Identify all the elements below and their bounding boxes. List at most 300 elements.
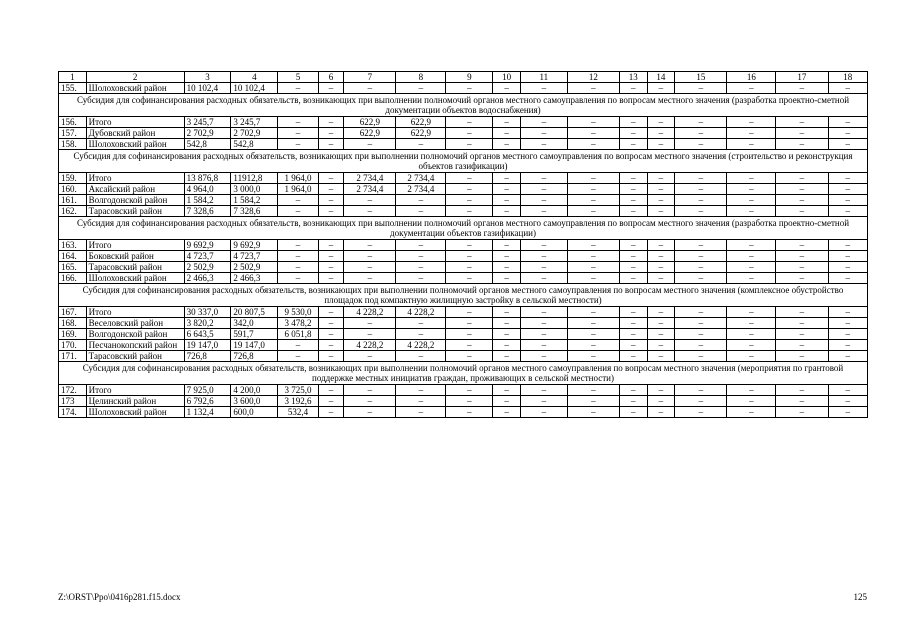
value-cell: –	[619, 307, 647, 318]
district-name-cell: Волгодонской район	[86, 329, 184, 340]
table-header-row	[59, 72, 868, 83]
value-cell: 1 584,2	[231, 195, 278, 206]
value-cell: –	[619, 262, 647, 273]
district-name-cell: Веселовский район	[86, 318, 184, 329]
district-name-cell: Итого	[86, 307, 184, 318]
value-cell: 1 964,0	[278, 184, 318, 195]
value-cell: –	[567, 273, 619, 284]
section-heading-row	[59, 362, 868, 385]
table-row	[59, 83, 868, 94]
row-number-cell: 162.	[59, 206, 87, 217]
district-name-cell: Шолоховский район	[86, 83, 184, 94]
value-cell: –	[396, 329, 446, 340]
value-cell: –	[344, 396, 396, 407]
value-cell: –	[619, 173, 647, 184]
district-name-cell: Шолоховский район	[86, 407, 184, 418]
table-row	[59, 128, 868, 139]
value-cell: –	[446, 396, 493, 407]
value-cell: 7 328,6	[184, 206, 231, 217]
value-cell: –	[396, 273, 446, 284]
table-row	[59, 407, 868, 418]
value-cell: 3 820,2	[184, 318, 231, 329]
value-cell: –	[619, 396, 647, 407]
value-cell: –	[446, 173, 493, 184]
value-cell: –	[776, 385, 828, 396]
row-number-cell: 163.	[59, 240, 87, 251]
value-cell: –	[278, 262, 318, 273]
row-number-cell: 169.	[59, 329, 87, 340]
value-cell: –	[647, 307, 675, 318]
row-number-cell: 167.	[59, 307, 87, 318]
value-cell: –	[567, 262, 619, 273]
value-cell: –	[776, 195, 828, 206]
value-cell: –	[727, 206, 776, 217]
value-cell: –	[727, 396, 776, 407]
value-cell: –	[647, 139, 675, 150]
section-heading-row	[59, 217, 868, 240]
value-cell: –	[318, 407, 344, 418]
column-number-header: 13	[619, 72, 647, 83]
value-cell: 726,8	[184, 351, 231, 362]
value-cell: –	[318, 251, 344, 262]
value-cell: 3 725,0	[278, 385, 318, 396]
value-cell: –	[318, 385, 344, 396]
district-name-cell: Тарасовский район	[86, 262, 184, 273]
value-cell: –	[675, 385, 727, 396]
row-number-cell: 168.	[59, 318, 87, 329]
row-number-cell: 164.	[59, 251, 87, 262]
value-cell: –	[446, 195, 493, 206]
value-cell: –	[396, 195, 446, 206]
value-cell: –	[318, 318, 344, 329]
row-number-cell: 171.	[59, 351, 87, 362]
value-cell: –	[675, 407, 727, 418]
value-cell: –	[776, 262, 828, 273]
value-cell: –	[675, 318, 727, 329]
value-cell: –	[675, 173, 727, 184]
column-number-header: 5	[278, 72, 318, 83]
value-cell: –	[727, 407, 776, 418]
value-cell: 6 051,8	[278, 329, 318, 340]
value-cell: –	[675, 307, 727, 318]
value-cell: 3 478,2	[278, 318, 318, 329]
row-number-cell: 172.	[59, 385, 87, 396]
table-row	[59, 262, 868, 273]
value-cell: –	[675, 262, 727, 273]
value-cell: 3 000,0	[231, 184, 278, 195]
value-cell: 622,9	[396, 128, 446, 139]
table-row	[59, 318, 868, 329]
value-cell: –	[520, 385, 567, 396]
column-number-header: 4	[231, 72, 278, 83]
value-cell: –	[567, 184, 619, 195]
value-cell: –	[344, 251, 396, 262]
value-cell: 13 876,8	[184, 173, 231, 184]
value-cell: –	[344, 262, 396, 273]
district-name-cell: Итого	[86, 240, 184, 251]
value-cell: –	[520, 173, 567, 184]
value-cell: –	[396, 251, 446, 262]
value-cell: –	[493, 340, 521, 351]
value-cell: –	[520, 351, 567, 362]
value-cell: –	[727, 340, 776, 351]
value-cell: –	[396, 396, 446, 407]
value-cell: –	[776, 340, 828, 351]
value-cell: –	[567, 385, 619, 396]
table-row	[59, 340, 868, 351]
value-cell: –	[828, 340, 868, 351]
table-row	[59, 195, 868, 206]
value-cell: –	[619, 273, 647, 284]
value-cell: –	[493, 128, 521, 139]
column-number-header: 15	[675, 72, 727, 83]
value-cell: –	[647, 273, 675, 284]
value-cell: –	[828, 262, 868, 273]
value-cell: –	[647, 351, 675, 362]
value-cell: –	[278, 351, 318, 362]
row-number-cell: 159.	[59, 173, 87, 184]
value-cell: –	[520, 407, 567, 418]
value-cell: –	[647, 240, 675, 251]
value-cell: –	[278, 128, 318, 139]
value-cell: –	[567, 206, 619, 217]
table-row	[59, 173, 868, 184]
value-cell: –	[828, 407, 868, 418]
value-cell: –	[619, 351, 647, 362]
value-cell: –	[619, 206, 647, 217]
column-number-header: 10	[493, 72, 521, 83]
value-cell: –	[619, 340, 647, 351]
value-cell: –	[520, 318, 567, 329]
value-cell: –	[567, 195, 619, 206]
value-cell: –	[446, 251, 493, 262]
value-cell: –	[647, 318, 675, 329]
value-cell: –	[675, 396, 727, 407]
value-cell: –	[675, 139, 727, 150]
value-cell: 1 132,4	[184, 407, 231, 418]
value-cell: –	[567, 128, 619, 139]
value-cell: –	[647, 184, 675, 195]
column-number-header: 14	[647, 72, 675, 83]
value-cell: –	[675, 83, 727, 94]
table-row	[59, 240, 868, 251]
value-cell: –	[619, 117, 647, 128]
value-cell: 4 723,7	[231, 251, 278, 262]
column-number-header: 12	[567, 72, 619, 83]
row-number-cell: 166.	[59, 273, 87, 284]
value-cell: 10 102,4	[231, 83, 278, 94]
value-cell: –	[396, 318, 446, 329]
value-cell: 2 734,4	[396, 173, 446, 184]
value-cell: –	[675, 128, 727, 139]
table-row	[59, 117, 868, 128]
value-cell: –	[278, 240, 318, 251]
value-cell: –	[828, 329, 868, 340]
value-cell: –	[647, 83, 675, 94]
value-cell: –	[318, 117, 344, 128]
value-cell: –	[493, 273, 521, 284]
value-cell: –	[727, 329, 776, 340]
value-cell: –	[828, 351, 868, 362]
section-heading: Субсидия для софинансирования расходных обязательств, возникающих при выполнении полномочий органов местного самоуправления по вопросам местного значения (разработка проектно-сметной документации объектов водоснабжения)	[59, 94, 868, 117]
value-cell: –	[828, 206, 868, 217]
value-cell: 542,8	[184, 139, 231, 150]
value-cell: –	[776, 117, 828, 128]
value-cell: –	[344, 407, 396, 418]
value-cell: –	[493, 206, 521, 217]
value-cell: –	[567, 318, 619, 329]
value-cell: –	[727, 173, 776, 184]
value-cell: –	[727, 128, 776, 139]
value-cell: –	[318, 195, 344, 206]
value-cell: –	[493, 195, 521, 206]
value-cell: –	[619, 329, 647, 340]
value-cell: –	[493, 351, 521, 362]
value-cell: –	[567, 83, 619, 94]
district-name-cell: Итого	[86, 385, 184, 396]
value-cell: –	[493, 329, 521, 340]
value-cell: –	[647, 173, 675, 184]
value-cell: –	[675, 251, 727, 262]
value-cell: –	[493, 407, 521, 418]
value-cell: –	[520, 307, 567, 318]
subsidy-table	[58, 71, 868, 418]
value-cell: –	[727, 117, 776, 128]
value-cell: –	[278, 206, 318, 217]
value-cell: –	[396, 262, 446, 273]
value-cell: –	[619, 128, 647, 139]
value-cell: –	[278, 251, 318, 262]
value-cell: –	[446, 385, 493, 396]
value-cell: 2 502,9	[184, 262, 231, 273]
table-row	[59, 351, 868, 362]
column-number-header: 11	[520, 72, 567, 83]
value-cell: –	[776, 83, 828, 94]
row-number-cell: 173	[59, 396, 87, 407]
value-cell: –	[493, 385, 521, 396]
value-cell: –	[446, 329, 493, 340]
value-cell: –	[619, 407, 647, 418]
value-cell: –	[520, 195, 567, 206]
value-cell: 4 228,2	[344, 307, 396, 318]
value-cell: –	[619, 385, 647, 396]
value-cell: –	[567, 307, 619, 318]
value-cell: –	[446, 407, 493, 418]
value-cell: –	[675, 273, 727, 284]
value-cell: 6 643,5	[184, 329, 231, 340]
value-cell: –	[567, 340, 619, 351]
value-cell: –	[567, 396, 619, 407]
column-number-header: 18	[828, 72, 868, 83]
value-cell: –	[647, 262, 675, 273]
value-cell: 542,8	[231, 139, 278, 150]
value-cell: –	[727, 262, 776, 273]
value-cell: –	[493, 262, 521, 273]
value-cell: 3 600,0	[231, 396, 278, 407]
value-cell: –	[344, 318, 396, 329]
value-cell: –	[396, 385, 446, 396]
value-cell: 2 734,4	[344, 173, 396, 184]
row-number-cell: 156.	[59, 117, 87, 128]
value-cell: 2 502,9	[231, 262, 278, 273]
value-cell: –	[828, 83, 868, 94]
value-cell: –	[318, 340, 344, 351]
value-cell: –	[318, 184, 344, 195]
table-row	[59, 139, 868, 150]
value-cell: –	[828, 318, 868, 329]
value-cell: –	[344, 139, 396, 150]
value-cell: –	[520, 262, 567, 273]
value-cell: –	[727, 184, 776, 195]
value-cell: –	[446, 117, 493, 128]
value-cell: –	[278, 195, 318, 206]
value-cell: 2 734,4	[344, 184, 396, 195]
table-row	[59, 251, 868, 262]
value-cell: –	[776, 184, 828, 195]
district-name-cell: Шолоховский район	[86, 139, 184, 150]
row-number-cell: 157.	[59, 128, 87, 139]
value-cell: 4 228,2	[396, 307, 446, 318]
value-cell: –	[520, 83, 567, 94]
section-heading-row	[59, 284, 868, 307]
district-name-cell: Боковский район	[86, 251, 184, 262]
value-cell: –	[776, 206, 828, 217]
value-cell: –	[344, 206, 396, 217]
value-cell: –	[446, 340, 493, 351]
value-cell: –	[776, 251, 828, 262]
value-cell: –	[776, 173, 828, 184]
row-number-cell: 174.	[59, 407, 87, 418]
value-cell: –	[675, 206, 727, 217]
district-name-cell: Аксайский район	[86, 184, 184, 195]
value-cell: –	[493, 240, 521, 251]
value-cell: 622,9	[344, 128, 396, 139]
value-cell: –	[776, 318, 828, 329]
value-cell: 3 192,6	[278, 396, 318, 407]
value-cell: 4 228,2	[396, 340, 446, 351]
value-cell: –	[344, 385, 396, 396]
table-row	[59, 329, 868, 340]
footer-file-path: Z:\ORST\Ppo\0416p281.f15.docx	[58, 592, 181, 602]
value-cell: –	[647, 396, 675, 407]
value-cell: –	[567, 251, 619, 262]
value-cell: –	[828, 117, 868, 128]
column-number-header: 9	[446, 72, 493, 83]
value-cell: –	[675, 184, 727, 195]
value-cell: 1 964,0	[278, 173, 318, 184]
value-cell: –	[647, 128, 675, 139]
value-cell: –	[776, 139, 828, 150]
value-cell: –	[520, 396, 567, 407]
value-cell: –	[727, 251, 776, 262]
value-cell: –	[675, 240, 727, 251]
value-cell: –	[727, 240, 776, 251]
column-number-header: 17	[776, 72, 828, 83]
value-cell: 9 692,9	[184, 240, 231, 251]
column-number-header: 1	[59, 72, 87, 83]
value-cell: –	[828, 184, 868, 195]
column-number-header: 8	[396, 72, 446, 83]
value-cell: 7 328,6	[231, 206, 278, 217]
value-cell: –	[647, 385, 675, 396]
row-number-cell: 158.	[59, 139, 87, 150]
table-row	[59, 273, 868, 284]
value-cell: 19 147,0	[184, 340, 231, 351]
value-cell: 11912,8	[231, 173, 278, 184]
value-cell: –	[776, 351, 828, 362]
value-cell: –	[776, 396, 828, 407]
value-cell: 532,4	[278, 407, 318, 418]
value-cell: –	[727, 318, 776, 329]
value-cell: –	[727, 195, 776, 206]
value-cell: –	[828, 195, 868, 206]
value-cell: –	[446, 128, 493, 139]
section-heading: Субсидия для софинансирования расходных обязательств, возникающих при выполнении полномочий органов местного самоуправления по вопросам местного значения (мероприятия по грантовой поддержке местных инициатив граждан, проживающих в сельской местности)	[59, 362, 868, 385]
value-cell: –	[828, 273, 868, 284]
value-cell: –	[318, 240, 344, 251]
value-cell: –	[396, 139, 446, 150]
value-cell: –	[396, 83, 446, 94]
value-cell: –	[619, 195, 647, 206]
district-name-cell: Итого	[86, 117, 184, 128]
value-cell: –	[318, 173, 344, 184]
table-row	[59, 206, 868, 217]
value-cell: –	[278, 83, 318, 94]
section-heading: Субсидия для софинансирования расходных обязательств, возникающих при выполнении полномочий органов местного самоуправления по вопросам местного значения (разработка проектно-сметной документации объектов газификации)	[59, 217, 868, 240]
value-cell: 4 964,0	[184, 184, 231, 195]
value-cell: –	[396, 240, 446, 251]
value-cell: –	[344, 195, 396, 206]
value-cell: –	[828, 307, 868, 318]
value-cell: –	[727, 273, 776, 284]
document-table-container	[58, 71, 868, 418]
value-cell: –	[318, 273, 344, 284]
value-cell: –	[727, 385, 776, 396]
row-number-cell: 155.	[59, 83, 87, 94]
value-cell: 726,8	[231, 351, 278, 362]
table-row	[59, 184, 868, 195]
value-cell: –	[619, 251, 647, 262]
value-cell: –	[567, 407, 619, 418]
value-cell: 30 337,0	[184, 307, 231, 318]
value-cell: 622,9	[396, 117, 446, 128]
value-cell: –	[520, 128, 567, 139]
value-cell: –	[727, 351, 776, 362]
value-cell: –	[493, 307, 521, 318]
value-cell: –	[318, 83, 344, 94]
district-name-cell: Целинский район	[86, 396, 184, 407]
value-cell: 2 702,9	[231, 128, 278, 139]
value-cell: –	[520, 240, 567, 251]
value-cell: –	[776, 240, 828, 251]
row-number-cell: 170.	[59, 340, 87, 351]
value-cell: –	[567, 329, 619, 340]
value-cell: –	[520, 206, 567, 217]
value-cell: 2 734,4	[396, 184, 446, 195]
value-cell: 4 200,0	[231, 385, 278, 396]
value-cell: –	[318, 262, 344, 273]
value-cell: –	[776, 128, 828, 139]
column-number-header: 2	[86, 72, 184, 83]
value-cell: 7 925,0	[184, 385, 231, 396]
district-name-cell: Дубовский район	[86, 128, 184, 139]
value-cell: –	[727, 83, 776, 94]
value-cell: –	[675, 117, 727, 128]
column-number-header: 7	[344, 72, 396, 83]
value-cell: 2 702,9	[184, 128, 231, 139]
value-cell: –	[675, 329, 727, 340]
value-cell: 19 147,0	[231, 340, 278, 351]
